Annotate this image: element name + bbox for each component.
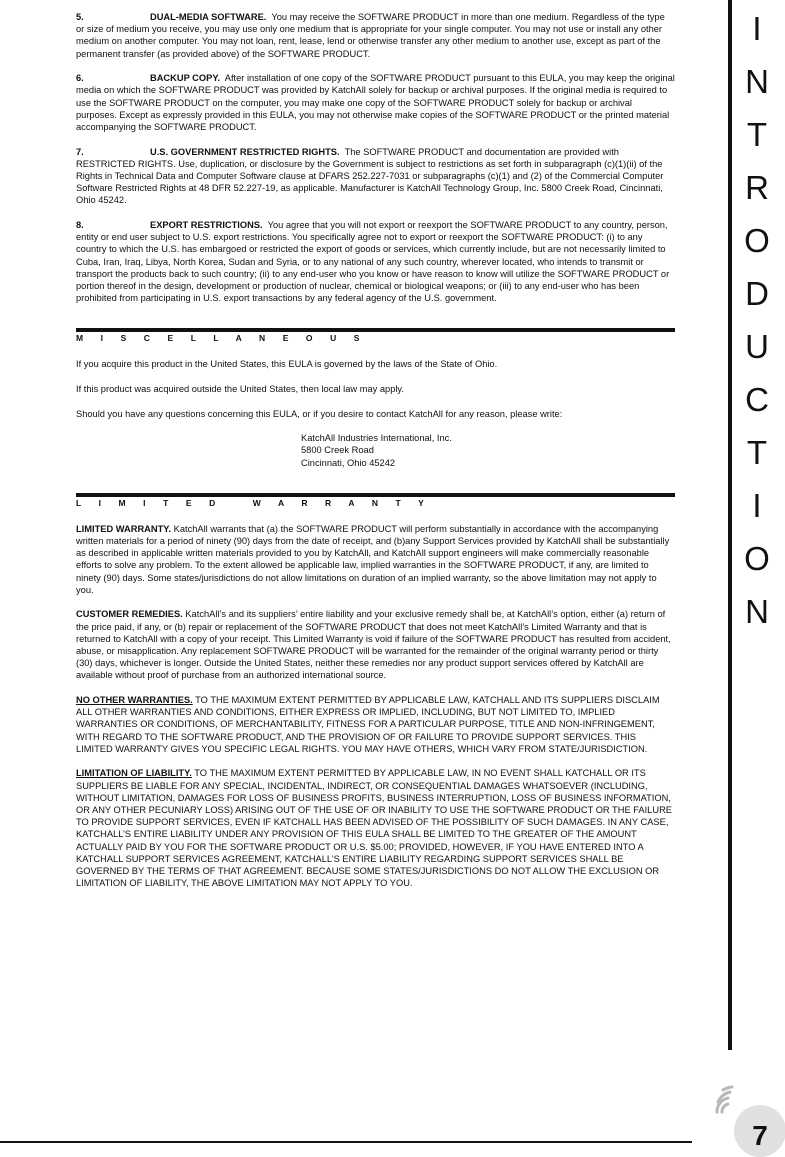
clause-backup-copy	[76, 72, 675, 133]
misc-paragraph: If this product was acquired outside the United States, then local law may apply.	[76, 384, 404, 395]
tab-letter: N	[745, 63, 769, 100]
paragraph-text: TO THE MAXIMUM EXTENT PERMITTED BY APPLICABLE LAW, IN NO EVENT SHALL KATCHALL OR ITS SUPPLIERS BE LIABLE FOR ANY SPECIAL, INCIDENTAL, INDIRECT, OR CONSEQUENTIAL DAMAGES WHATSOEVER (INCLUDING, WITHOUT LIMITATION, DAMAGES FOR LOSS OF BUSINESS PROFITS, BUSINESS INTERRUPTION, LOSS OF BUSINESS INFORMATION, OR ANY OTHER PECUNIARY LOSS) ARISING OUT OF THE USE OF OR INABILITY TO USE THE SOFTWARE PRODUCT OR THE FAILURE TO PROVIDE SUPPORT SERVICES, EVEN IF KATCHALL HAS BEEN ADVISED OF THE POSSIBILITY OF SUCH DAMAGES. IN ANY CASE, KATCHALL’S ENTIRE LIABILITY UNDER ANY PROVISION OF THIS EULA SHALL BE LIMITED TO THE GREATER OF THE AMOUNT ACTUALLY PAID BY YOU FOR THE SOFTWARE PRODUCT OR U.S. $5.00; PROVIDED, HOWEVER, IF YOU HAVE ENTERED INTO A KATCHALL SUPPORT SERVICES AGREEMENT, KATCHALL’S ENTIRE LIABILITY REGARDING SUPPORT SERVICES SHALL BE GOVERNED BY THE TERMS OF THAT AGREEMENT. BECAUSE SOME STATES/JURISDICTIONS DO NOT ALLOW THE EXCLUSION OR LIMITATION OF LIABILITY, THE ABOVE LIMITATION MAY NOT APPLY TO YOU.	[76, 768, 672, 889]
paragraph-heading: LIMITATION OF LIABILITY.	[76, 768, 192, 779]
clause-number: 7.	[76, 146, 84, 157]
paragraph-heading: NO OTHER WARRANTIES.	[76, 695, 193, 706]
clause-heading: EXPORT RESTRICTIONS.	[150, 220, 263, 231]
tab-letter: O	[744, 540, 770, 577]
miscellaneous-section	[76, 328, 675, 468]
address-company: KatchAll Industries International, Inc.	[301, 433, 452, 444]
limited-warranty-section	[76, 493, 675, 890]
misc-paragraph: Should you have any questions concerning this EULA, or if you desire to contact KatchAll for any reason, please write:	[76, 408, 563, 419]
tab-letter: N	[745, 593, 769, 630]
tab-letter: R	[745, 169, 769, 206]
clause-heading: DUAL-MEDIA SOFTWARE.	[150, 12, 267, 22]
tab-letter: C	[745, 381, 769, 418]
tab-letter: I	[752, 10, 762, 47]
warranty-paragraph	[76, 523, 675, 596]
no-other-warranties-paragraph	[76, 694, 675, 755]
clause-text: You may receive the SOFTWARE PRODUCT in more than one medium. Regardless of the type or size of medium you receive, you may use only one medium that is appropriate for your single computer. You may not use or install any other medium on another computer. You may not loan, rent, lease, lend or otherwise transfer any other medium to another use, except as part of the permanent transfer (as provided above) of the SOFTWARE PRODUCT.	[76, 12, 665, 59]
introduction-tab	[736, 2, 778, 638]
clause-number: 8.	[76, 220, 84, 231]
clause-heading: U.S. GOVERNMENT RESTRICTED RIGHTS.	[150, 146, 340, 157]
mailing-address	[301, 432, 675, 469]
tab-letter: D	[745, 275, 769, 312]
limitation-of-liability-paragraph	[76, 767, 675, 889]
section-title: M I S C E L L A N E O U S	[76, 328, 675, 344]
clause-text: You agree that you will not export or reexport the SOFTWARE PRODUCT to any country, person, entity or end user subject to U.S. export restrictions. You specifically agree not to export or reexport the SOFTWARE PRODUCT: (i) to any country to which the U.S. has embargoed or restricted the export of goods or services, which currently include, but are not necessarily limited to Cuba, Iran, Iraq, Libya, North Korea, Sudan and Syria, or to any national of any such country, wherever located, who intends to transmit or transport the products back to such country; (ii) to any end-user who you know or have reason to know will utilize the SOFTWARE PRODUCT or portion thereof in the design, development or production of nuclear, chemical or biological weapons; or (iii) to any end-user who has been prohibited from participating in U.S. export transactions by any federal agency of the U.S. government.	[76, 220, 670, 304]
clause-number: 5.	[76, 12, 84, 22]
document-body	[76, 11, 675, 902]
clause-dual-media	[76, 11, 675, 60]
address-city: Cincinnati, Ohio 45242	[301, 457, 396, 468]
clause-number: 6.	[76, 73, 84, 84]
footer-rule	[0, 1141, 692, 1143]
misc-paragraph: If you acquire this product in the United States, this EULA is governed by the laws of the State of Ohio.	[76, 359, 498, 370]
tab-letter: T	[746, 434, 768, 471]
clause-heading: BACKUP COPY.	[150, 73, 221, 84]
clause-text: The SOFTWARE PRODUCT and documentation are provided with RESTRICTED RIGHTS. Use, duplication, or disclosure by the Government is subject to restrictions as set forth in subparagraph (c)(1)(ii) of the Rights in Technical Data and Computer Software clause at DFARS 252.227-7031 or subparagraphs (c)(1) and (2) of the Commercial Computer Software Restricted Rights at 48 DFR 52.227-19, as applicable. Manufacturer is KatchAll Technology Group, Inc. 5800 Creek Road, Cincinnati, Ohio 45242.	[76, 146, 664, 206]
address-street: 5800 Creek Road	[301, 445, 374, 456]
tab-letter: O	[744, 222, 770, 259]
tab-letter: U	[745, 328, 769, 365]
customer-remedies-paragraph	[76, 608, 675, 681]
clause-export-restrictions	[76, 219, 675, 304]
paragraph-heading: LIMITED WARRANTY.	[76, 523, 172, 534]
section-title: L I M I T E D W A R R A N T Y	[76, 493, 675, 509]
paragraph-text: TO THE MAXIMUM EXTENT PERMITTED BY APPLICABLE LAW, KATCHALL AND ITS SUPPLIERS DISCLAIM ALL OTHER WARRANTIES AND CONDITIONS, EITHER EXPRESS OR IMPLIED, INCLUDING, BUT NOT LIMITED TO, IMPLIED WARRANTIES OR CONDITIONS, OF MERCHANTABILITY, FITNESS FOR A PARTICULAR PURPOSE, TITLE AND NON-INFRINGEMENT, WITH REGARD TO THE SOFTWARE PRODUCT, AND THE PROVISION OF OR FAILURE TO PROVIDE SUPPORT SERVICES. THIS LIMITED WARRANTY GIVES YOU SPECIFIC LEGAL RIGHTS. YOU MAY HAVE OTHERS, WHICH VARY FROM STATE/JURISDICTION.	[76, 695, 660, 754]
page-number-badge	[734, 1105, 785, 1157]
paragraph-text: KatchAll’s and its suppliers’ entire liability and your exclusive remedy shall be, at KatchAll’s option, either (a) return of the price paid, if any, or (b) repair or replacement of the SOFTWARE PRODUCT that does not meet KatchAll’s Limited Warranty and that is returned to KatchAll with a copy of your receipt. This Limited Warranty is void if failure of the SOFTWARE PRODUCT has resulted from accident, abuse, or misapplication. Any replacement SOFTWARE PRODUCT will be warranted for the remainder of the original warranty period or thirty (30) days, whichever is longer. Outside the United States, neither these remedies nor any product support services offered by KatchAll are available without proof of purchase from an authorized international source.	[76, 609, 671, 681]
tab-letter: I	[752, 487, 762, 524]
tab-letter: T	[746, 116, 768, 153]
clause-text: After installation of one copy of the SOFTWARE PRODUCT pursuant to this EULA, you may keep the original media on which the SOFTWARE PRODUCT was provided by KatchAll solely for backup or archival purposes. If the original media is required to use the SOFTWARE PRODUCT on the computer, you may make one copy of the SOFTWARE PRODUCT solely for backup or archival purposes. Except as expressly provided in this EULA, you may not otherwise make copies of the SOFTWARE PRODUCT or the printed material accompanying the SOFTWARE PRODUCT.	[76, 73, 675, 133]
sidebar-rule	[728, 0, 732, 1050]
paragraph-text: KatchAll warrants that (a) the SOFTWARE PRODUCT will perform substantially in accordance with the accompanying written materials for a period of ninety (90) days from the date of receipt, and (b)any Support Services provided by KatchAll shall be substantially as described in applicable written materials provided to you by KatchAll, and KatchAll support engineers will make commercially reasonable efforts to solve any problem. To the extent allowed be applicable law, implied warranties in the SOFTWARE PRODUCT, if any, are limited to ninety (90) days. Some states/jurisdictions do not allow limitations on duration of an implied warranty, so the above limitation may not apply to you.	[76, 523, 670, 595]
clause-government-rights	[76, 146, 675, 207]
paragraph-heading: CUSTOMER REMEDIES.	[76, 609, 183, 620]
page-number: 7	[752, 1120, 768, 1151]
